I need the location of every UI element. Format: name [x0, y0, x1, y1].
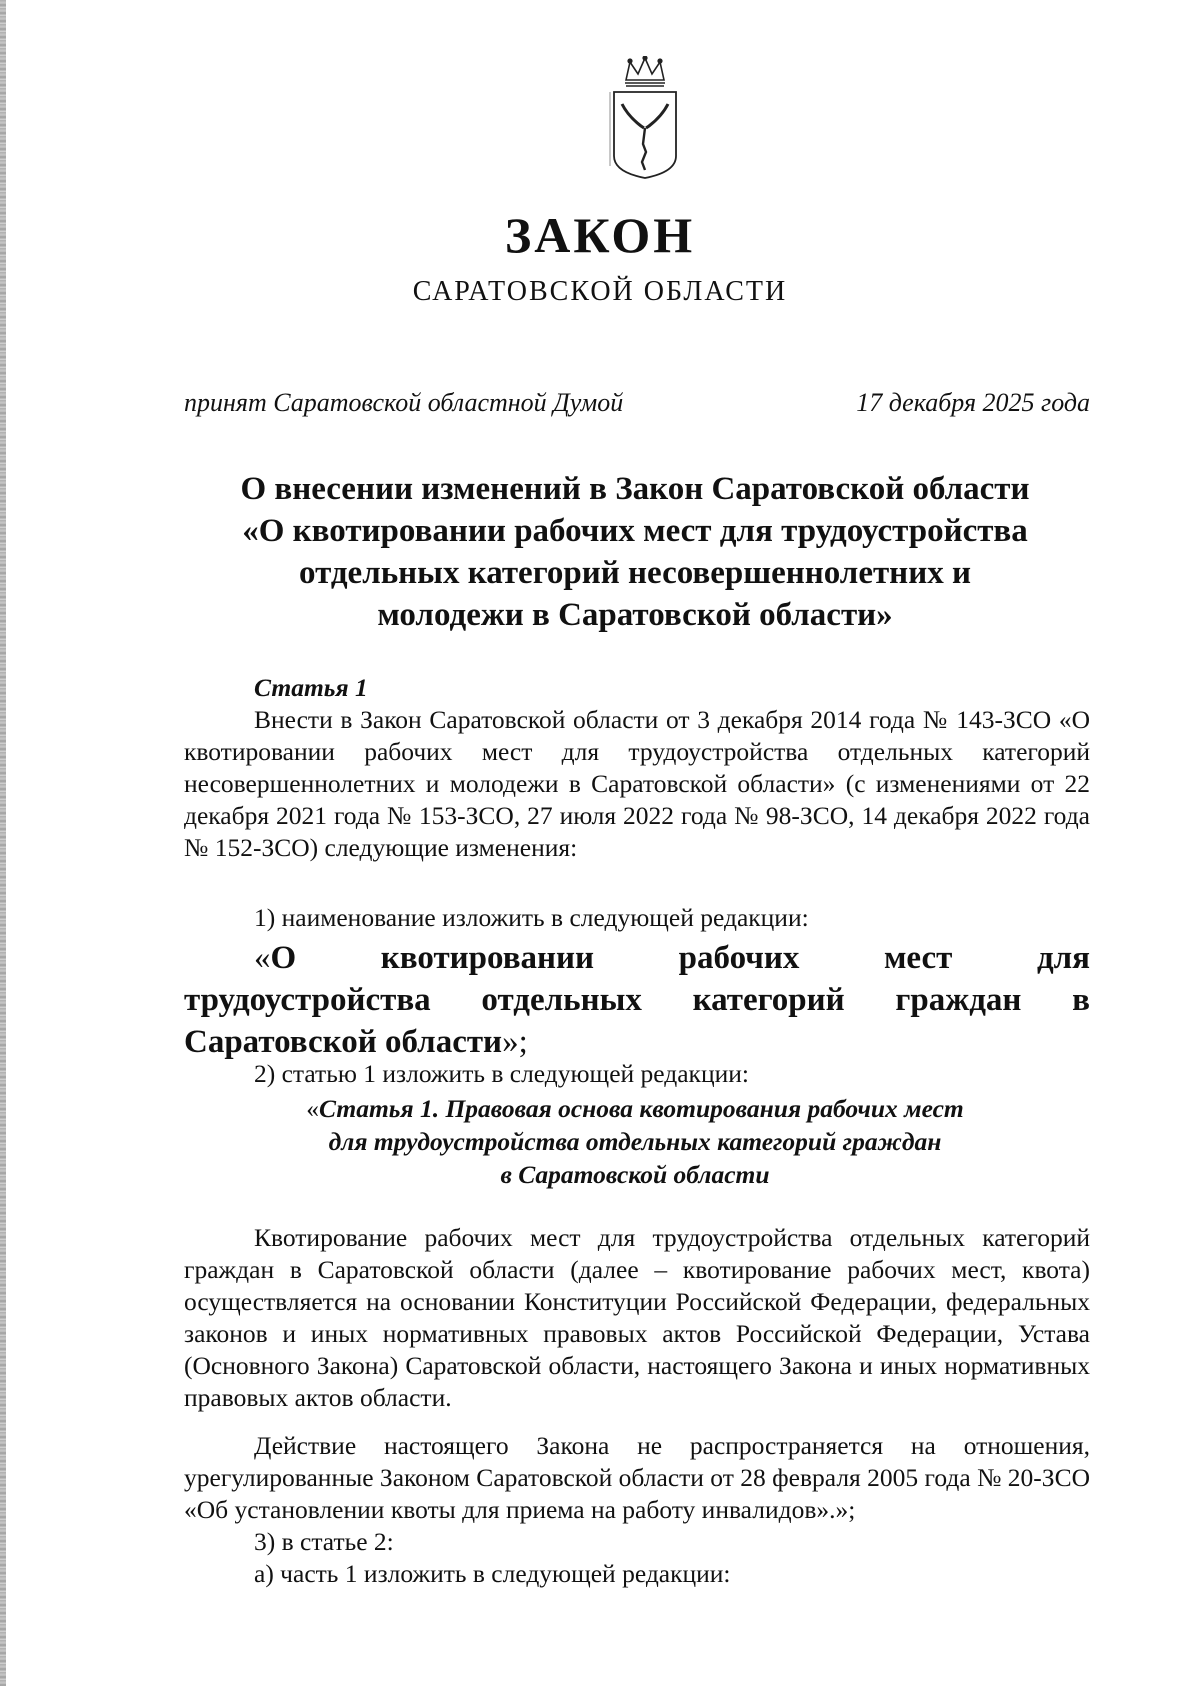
law-title: ЗАКОН — [504, 207, 696, 263]
new-name-word: квотировании — [380, 940, 595, 976]
coat-of-arms-emblem — [608, 56, 682, 180]
amendment-item-2: 2) статью 1 изложить в следующей редакции: — [254, 1059, 749, 1088]
heading-line: О внесении изменений в Закон Саратовской области — [240, 471, 1030, 507]
new-name-rest: трудоустройства отдельных категорий граждан в Саратовской области»; — [184, 982, 1090, 1060]
scope-exclusion-paragraph: Действие настоящего Закона не распространяется на отношения, урегулированные Законом Саратовской области от 28 февраля 2005 года № 20-ЗСО «Об установлении квоты для приема на работу инвалидов».»; — [184, 1431, 1090, 1524]
amendment-item-3a: а) часть 1 изложить в следующей редакции: — [254, 1559, 731, 1588]
new-article-1-heading — [150, 1092, 1120, 1191]
article-intro-paragraph: Внести в Закон Саратовской области от 3 декабря 2014 года № 143-ЗСО «О квотировании рабочих мест для трудоустройства отдельных категорий несовершеннолетних и молодежи в Саратовской области» (с изменениями от 22 декабря 2021 года № 153-ЗСО, 27 июля 2022 года № 98-ЗСО, 14 декабря 2022 года № 152-ЗСО) следующие изменения: — [184, 705, 1090, 862]
article1-heading-line: в Саратовской области — [500, 1160, 770, 1189]
amendment-item-1: 1) наименование изложить в следующей редакции: — [254, 903, 809, 932]
adopted-by-text: принят Саратовской областной Думой — [184, 388, 624, 417]
new-name-word: «О — [254, 940, 297, 976]
new-name-word: рабочих — [678, 940, 800, 976]
new-law-name — [184, 937, 1090, 1063]
new-name-word: для — [1036, 940, 1090, 976]
heading-line: отдельных категорий несовершеннолетних и — [299, 555, 971, 591]
new-name-first-line — [184, 937, 1090, 979]
adoption-date: 17 декабря 2025 года — [856, 388, 1090, 417]
heading-line: «О квотировании рабочих мест для трудоустройства — [242, 513, 1028, 549]
amendment-item-3: 3) в статье 2: — [254, 1527, 394, 1556]
article1-heading-line: «Статья 1. Правовая основа квотирования рабочих мест — [306, 1094, 964, 1123]
article1-heading-line: для трудоустройства отдельных категорий граждан — [328, 1127, 942, 1156]
document-heading — [150, 468, 1120, 636]
heading-line: молодежи в Саратовской области» — [377, 597, 893, 633]
quota-basis-paragraph: Квотирование рабочих мест для трудоустройства отдельных категорий граждан в Саратовской области (далее – квотирование рабочих мест, квота) осуществляется на основании Конституции Российской Федерации, федеральных законов и иных нормативных правовых актов Российской Федерации, Устава (Основного Закона) Саратовской области, настоящего Закона и иных нормативных правовых актов области. — [184, 1223, 1090, 1412]
law-subtitle: САРАТОВСКОЙ ОБЛАСТИ — [412, 276, 788, 307]
new-name-word: мест — [883, 940, 953, 976]
adoption-line — [184, 387, 1090, 419]
article-label: Статья 1 — [254, 673, 368, 702]
